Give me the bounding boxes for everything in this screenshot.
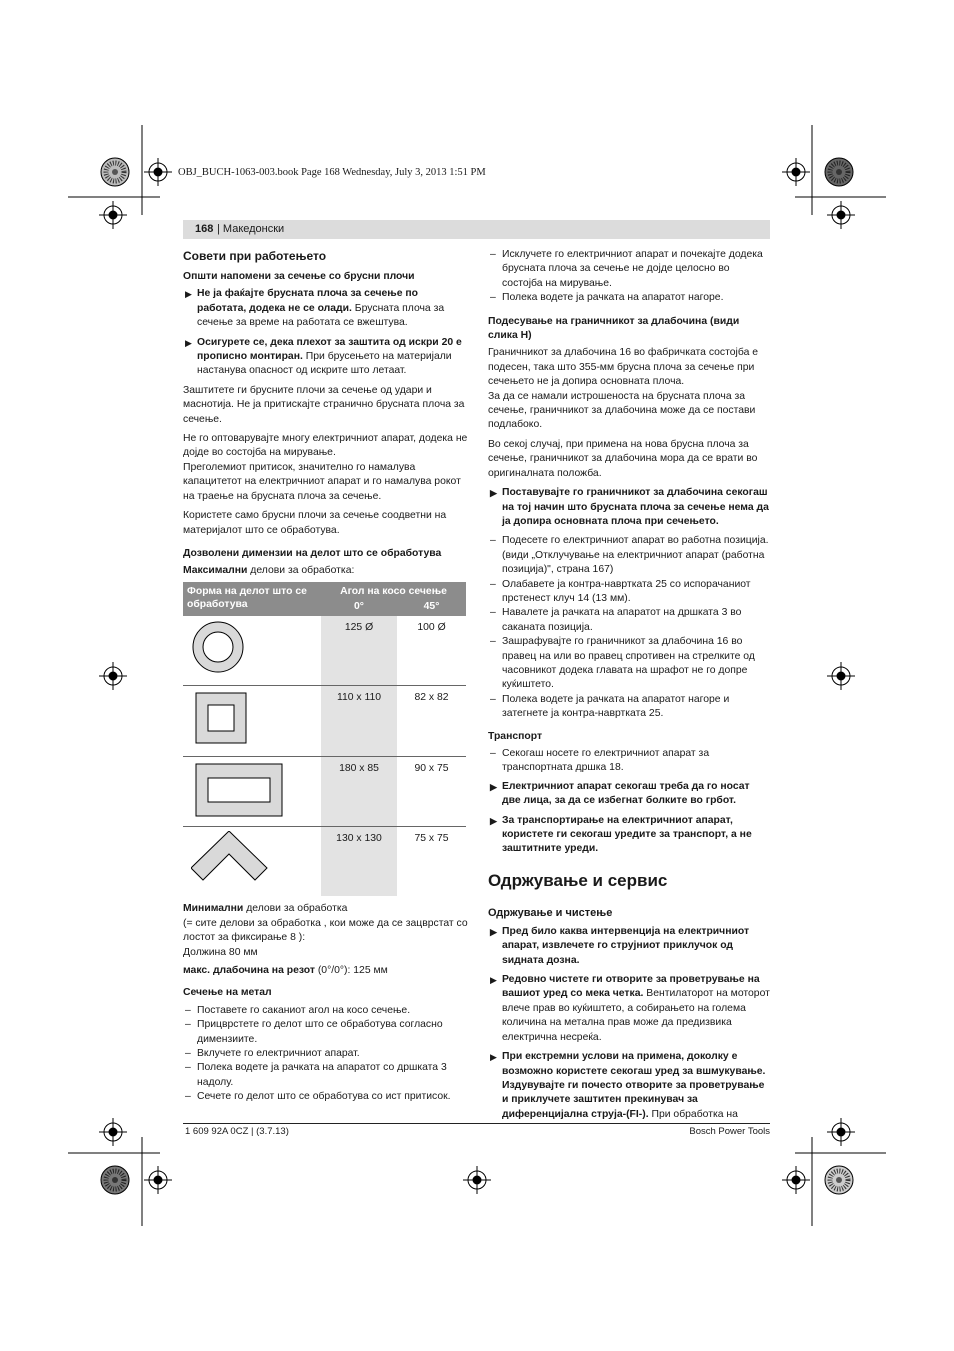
- subheading: Одржување и чистење: [488, 906, 613, 919]
- table-cell: 75 x 75: [414, 832, 449, 844]
- dash-item: – Полека водете ја рачката на апаратот нагоре и затегнете ја контра-навртката 25.: [490, 693, 730, 720]
- dash-item: – Полека водете ја рачката на апаратот нагоре.: [490, 292, 724, 304]
- table-cell: 100 Ø: [397, 616, 466, 686]
- paragraph: (= сите делови за обработка , кои може да се зацврстат со лостот за фиксирање 8 ):: [183, 917, 468, 944]
- table-header-angle: Агол на косо сечење: [321, 582, 466, 599]
- registration-target: [827, 1118, 855, 1146]
- paragraph: Минимални делови за обработка: [183, 903, 348, 915]
- table-cell: 125 Ø: [321, 616, 397, 686]
- paragraph: Граничникот за длабочина 16 во фабричката состојба е подесен, така што 355-мм брусна плоча за сечење при сечењето не ја допира основната плоча.: [488, 347, 759, 388]
- table-row: [183, 686, 466, 756]
- arrow-bullet-icon: ▶: [490, 815, 497, 826]
- dash-item: – Сечете го делот што се обработува со ист притисок.: [185, 1091, 451, 1103]
- color-wheel: [101, 158, 129, 186]
- registration-target: [463, 1166, 491, 1194]
- shape-cell: [183, 756, 321, 826]
- page-language: | Македонски: [217, 223, 285, 235]
- registration-target: [827, 201, 855, 229]
- paragraph: макс. длабочина на резот (0°/0°): 125 мм: [183, 964, 388, 976]
- arrow-bullet-icon: ▶: [490, 488, 497, 499]
- subheading: Општи напомени за сечење со брусни плочи: [183, 271, 415, 282]
- arrow-bullet-icon: ▶: [490, 781, 497, 792]
- table-row: [183, 826, 466, 896]
- subheading: Подесување на граничникот за длабочина (види слика H): [488, 315, 740, 342]
- paragraph: Максимални делови за обработка:: [183, 565, 355, 577]
- file-header: OBJ_BUCH-1063-003.book Page 168 Wednesday, July 3, 2013 1:51 PM: [178, 167, 486, 178]
- color-wheel: [825, 1166, 853, 1194]
- arrow-bullet-icon: ▶: [185, 337, 192, 348]
- arrow-bullet-icon: ▶: [490, 926, 497, 937]
- bullet-item: ▶ Осигурете се, дека плехот за заштита од искри 20 е прописно монтиран. При брусењето на материјали настанува опасност од искрите што летаат.: [185, 336, 462, 377]
- dash-item: – Полека водете ја рачката на апаратот со дршката 3 надолу.: [185, 1062, 447, 1088]
- shape-cell: [183, 826, 321, 896]
- table-header-45deg: 45°: [397, 599, 466, 616]
- arrow-bullet-icon: ▶: [490, 975, 497, 986]
- table-row: [183, 756, 466, 826]
- dash-item: – Зашрафувајте го граничникот за длабочина 16 во правец на или во правец спротивен на стрелките од часовникот додека главата на шрафот не го допре куќиштето.: [490, 636, 755, 691]
- table-cell: 180 x 85: [321, 756, 397, 826]
- footer-right: Bosch Power Tools: [689, 1126, 770, 1137]
- dash-item: – Прицврстете го делот што се обработува согласно димензиите.: [185, 1019, 443, 1045]
- table-cell: 90 x 75: [397, 756, 466, 826]
- footer-rule: [183, 1123, 770, 1124]
- paragraph: Користете само брусни плочи за сечење соодветни на материјалот што се обработува.: [183, 510, 447, 536]
- dimensions-table: [183, 582, 466, 897]
- paragraph: За да се намали истрошеноста на брусната плоча за сечење, граничникот за длабочина може да се постави подлабоко.: [488, 390, 756, 431]
- paragraph: Во секој случај, при примена на нова брусна плоча за сечење, граничникот за длабочина мора да се врати во оригиналната положба.: [488, 438, 758, 479]
- registration-target: [782, 1166, 810, 1194]
- subheading: Сечење на метал: [183, 987, 272, 999]
- bullet-item: ▶ Поставувајте го граничникот за длабочина секогаш на тој начин што брусната плоча за сечење нема да ја допира основната плоча при сечењето.: [490, 487, 769, 527]
- bullet-item: ▶ Електричниот апарат секогаш треба да го носат две лица, за да се избегнат болките во грбот.: [490, 780, 750, 807]
- page-header-bar: [183, 220, 770, 239]
- bullet-item: ▶ За транспортирање на електричниот апарат, користете ги секогаш уредите за транспорт, а не заштитните уреди.: [490, 814, 752, 855]
- arrow-bullet-icon: ▶: [185, 289, 192, 300]
- bullet-item: ▶ При екстремни услови на примена, доколку е возможно користете секогаш уред за вшмукување. Издувувајте ги почесто отворите за проветрување и приклучете заштитен прекинувач за диференцијална струја-(FI-). При обработка на: [490, 1051, 766, 1120]
- shape-cell: [183, 616, 321, 686]
- dash-item: – Подесете го електричниот апарат во работна позиција. (види „Отклучување на електричниот апарат (работна позиција)", страна 167): [490, 535, 769, 576]
- color-wheel: [101, 1166, 129, 1194]
- paragraph: Не го оптоварувајте многу електричниот апарат, додека не дојде во состојба на мирување.: [183, 433, 468, 459]
- table-header-shape: Форма на делот што се обработува: [183, 582, 321, 616]
- registration-target: [99, 1118, 127, 1146]
- right-column: [488, 248, 770, 1127]
- subheading: Дозволени димензии на делот што се обработува: [183, 547, 442, 559]
- subheading: Транспорт: [488, 730, 543, 742]
- registration-target: [144, 158, 172, 186]
- paragraph: Должина 80 мм: [183, 946, 258, 958]
- left-column: [183, 248, 468, 1105]
- table-cell: 110 x 110: [321, 686, 397, 756]
- shape-cell: [183, 686, 321, 756]
- paragraph: Прeголемиот притисок, значително го намалува капацитетот на електричниот апарат и го намалува рокот на траење на брусната плоча за сечење.: [183, 461, 461, 502]
- registration-target: [99, 662, 127, 690]
- dash-item: – Исклучете го електричниот апарат и почекајте додека брусната плоча за сечење не дојде целосно во состојба на мирување.: [490, 249, 763, 289]
- section-title: Совети при работењето: [183, 249, 327, 263]
- section-heading: Одржување и сервис: [488, 870, 668, 890]
- registration-target: [827, 662, 855, 690]
- dash-item: – Навалете ја рачката на апаратот на дршката 3 во саканата позиција.: [490, 607, 742, 633]
- registration-target: [144, 1166, 172, 1194]
- bullet-item: ▶ Пред било каква интервенција на електричниот апарат, извлечете го струјниот приклучок од ѕидната дозна.: [490, 925, 750, 966]
- page-number: 168: [195, 223, 214, 235]
- registration-target: [782, 158, 810, 186]
- table-header-0deg: 0°: [321, 599, 397, 616]
- bullet-item: ▶ Не ја фаќајте брусната плоча за сечење по работата, додека не се олади. Брусната плоча за сечење за време на работата се вжештува.: [185, 288, 445, 329]
- square-shape-icon: [191, 690, 251, 750]
- registration-target: [99, 201, 127, 229]
- table-row: [183, 616, 466, 686]
- angle-profile-shape-icon: [191, 831, 271, 891]
- table-cell: 82 x 82: [397, 686, 466, 756]
- dash-item: – Поставете го саканиот агол на косо сечење.: [185, 1004, 411, 1016]
- paragraph: Заштитете ги брусните плочи за сечење од удари и маснотија. Не ја притискајте странично брусната плоча за сечење.: [183, 384, 465, 425]
- dash-item: – Секогаш носете го електричниот апарат за транспортната дршка 18.: [490, 748, 710, 774]
- table-cell: 130 x 130: [321, 826, 397, 896]
- bullet-item: ▶ Редовно чистете ги отворите за проветрување на вашиот уред со мека четка. Вентилаторот на моторот влече прав во куќиштето, а собирањето на голема количина на метална прав може да предизвика електрична несреќа.: [490, 974, 770, 1043]
- dash-item: – Олабавете ја контра-навртката 25 со испорачаниот прстенест клуч 14 (13 мм).: [490, 578, 751, 604]
- round-shape-icon: [191, 620, 251, 680]
- color-wheel: [825, 158, 853, 186]
- footer-left: 1 609 92A 0CZ | (3.7.13): [185, 1126, 289, 1137]
- arrow-bullet-icon: ▶: [490, 1052, 497, 1063]
- rectangle-shape-icon: [191, 761, 286, 821]
- dash-item: – Вклучете го електричниот апарат.: [185, 1048, 360, 1059]
